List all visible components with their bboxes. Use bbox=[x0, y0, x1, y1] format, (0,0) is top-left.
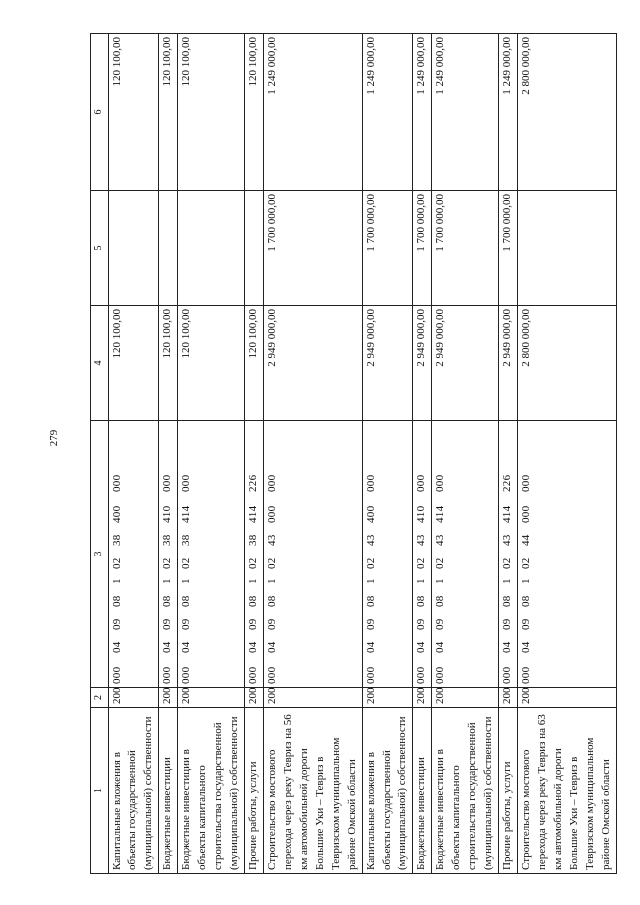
table-row bbox=[413, 34, 432, 874]
budget-classification-code bbox=[179, 424, 195, 684]
amount-col4-cell: 2 949 000,00 bbox=[263, 306, 362, 421]
kbk-segment: 08 bbox=[364, 595, 377, 607]
amount-col5-cell bbox=[159, 191, 178, 306]
kbk-segment: 000 bbox=[520, 666, 532, 684]
kbk-segment: 1 bbox=[161, 578, 174, 584]
budget-table-rotated bbox=[90, 34, 612, 874]
kbk-segment: 410 bbox=[161, 505, 174, 523]
kbk-segment: 04 bbox=[247, 641, 259, 653]
kbk-segment: 000 bbox=[180, 474, 193, 492]
kbk-segment: 414 bbox=[434, 505, 447, 523]
budget-classification-code bbox=[110, 424, 126, 684]
amount-col4-cell: 120 100,00 bbox=[178, 306, 245, 421]
column-number: 4 bbox=[91, 306, 109, 421]
kbk-segment: 04 bbox=[415, 641, 428, 653]
kbk-segment: 414 bbox=[247, 505, 259, 523]
column-number-row bbox=[91, 34, 109, 874]
amount-col6-cell: 1 249 000,00 bbox=[413, 34, 432, 191]
kbk-segment: 08 bbox=[434, 595, 447, 607]
kbk-segment: 43 bbox=[434, 534, 447, 546]
table-row bbox=[432, 34, 499, 874]
budget-classification-code bbox=[519, 424, 535, 684]
kbk-segment: 1 bbox=[247, 578, 259, 584]
column-number: 5 bbox=[91, 191, 109, 306]
kbk-segment: 414 bbox=[180, 505, 193, 523]
kbk-segment: 43 bbox=[265, 534, 278, 546]
kbk-segment: 000 bbox=[110, 474, 123, 492]
kbk-segment: 000 bbox=[434, 666, 447, 684]
kbk-segment: 08 bbox=[265, 595, 278, 607]
item-name-cell: Прочие работы, услуги bbox=[499, 708, 518, 874]
budget-table-body bbox=[91, 34, 617, 874]
kbk-segment: 000 bbox=[265, 474, 278, 492]
amount-col5-cell bbox=[245, 191, 264, 306]
kbk-segment: 000 bbox=[520, 474, 532, 492]
budget-classification-code bbox=[433, 424, 449, 684]
kbk-segment: 43 bbox=[364, 534, 377, 546]
kbk-segment: 02 bbox=[501, 557, 514, 569]
amount-col4-cell: 120 100,00 bbox=[108, 306, 159, 421]
amount-col4-cell: 2 949 000,00 bbox=[413, 306, 432, 421]
table-row bbox=[263, 34, 362, 874]
amount-col5-cell bbox=[108, 191, 159, 306]
table-row bbox=[518, 34, 617, 874]
kbk-segment: 000 bbox=[265, 505, 278, 523]
kbk-segment: 04 bbox=[110, 641, 123, 653]
budget-classification-code bbox=[364, 424, 380, 684]
kbk-segment: 04 bbox=[364, 641, 377, 653]
kbk-segment: 02 bbox=[520, 557, 532, 569]
kbk-segment: 02 bbox=[265, 557, 278, 569]
amount-col4-cell: 2 949 000,00 bbox=[362, 306, 413, 421]
amount-col4-cell: 2 800 000,00 bbox=[518, 306, 617, 421]
kbk-cell bbox=[432, 421, 499, 688]
kbk-segment: 02 bbox=[110, 557, 123, 569]
amount-col6-cell: 1 249 000,00 bbox=[499, 34, 518, 191]
budget-table bbox=[90, 33, 617, 874]
kbk-cell bbox=[245, 421, 264, 688]
amount-col4-cell: 2 949 000,00 bbox=[499, 306, 518, 421]
kbk-segment: 04 bbox=[161, 641, 174, 653]
kbk-segment: 43 bbox=[415, 534, 428, 546]
table-row bbox=[245, 34, 264, 874]
kbk-segment: 04 bbox=[434, 641, 447, 653]
kbk-segment: 410 bbox=[415, 505, 428, 523]
kbk-segment: 44 bbox=[520, 534, 532, 546]
kbk-cell bbox=[499, 421, 518, 688]
budget-classification-code bbox=[246, 424, 262, 684]
budget-classification-code bbox=[265, 424, 281, 684]
kbk-segment: 02 bbox=[247, 557, 259, 569]
kbk-segment: 08 bbox=[110, 595, 123, 607]
table-row bbox=[108, 34, 159, 874]
code-cell: 200 bbox=[362, 688, 413, 708]
column-number: 2 bbox=[91, 688, 109, 708]
kbk-segment: 09 bbox=[247, 618, 259, 630]
item-name-cell: Строительство мостового перехода через реку Тевриз на 63 км автомобильной дороги Большие Уки – Тевриз в Тевризском муниципальном районе Омской области bbox=[518, 708, 617, 874]
amount-col6-cell: 1 249 000,00 bbox=[432, 34, 499, 191]
kbk-segment: 02 bbox=[364, 557, 377, 569]
kbk-segment: 38 bbox=[247, 534, 259, 546]
kbk-segment: 08 bbox=[520, 595, 532, 607]
kbk-segment: 09 bbox=[180, 618, 193, 630]
budget-classification-code bbox=[160, 424, 176, 684]
table-row bbox=[499, 34, 518, 874]
table-row bbox=[362, 34, 413, 874]
kbk-cell bbox=[362, 421, 413, 688]
kbk-segment: 1 bbox=[265, 578, 278, 584]
kbk-cell bbox=[263, 421, 362, 688]
kbk-segment: 000 bbox=[415, 666, 428, 684]
item-name-cell: Бюджетные инвестиции bbox=[159, 708, 178, 874]
kbk-segment: 000 bbox=[161, 666, 174, 684]
kbk-segment: 400 bbox=[364, 505, 377, 523]
kbk-segment: 1 bbox=[180, 578, 193, 584]
amount-col6-cell: 1 249 000,00 bbox=[362, 34, 413, 191]
kbk-segment: 400 bbox=[110, 505, 123, 523]
kbk-segment: 02 bbox=[415, 557, 428, 569]
amount-col4-cell: 120 100,00 bbox=[245, 306, 264, 421]
kbk-segment: 000 bbox=[265, 666, 278, 684]
kbk-segment: 000 bbox=[180, 666, 193, 684]
column-number: 3 bbox=[91, 421, 109, 688]
kbk-segment: 02 bbox=[180, 557, 193, 569]
amount-col5-cell: 1 700 000,00 bbox=[362, 191, 413, 306]
kbk-segment: 000 bbox=[110, 666, 123, 684]
kbk-segment: 1 bbox=[520, 578, 532, 584]
item-name-cell: Прочие работы, услуги bbox=[245, 708, 264, 874]
code-cell: 200 bbox=[263, 688, 362, 708]
kbk-segment: 02 bbox=[434, 557, 447, 569]
kbk-segment: 1 bbox=[434, 578, 447, 584]
kbk-segment: 09 bbox=[501, 618, 514, 630]
kbk-segment: 09 bbox=[161, 618, 174, 630]
kbk-segment: 000 bbox=[161, 474, 174, 492]
kbk-segment: 000 bbox=[434, 474, 447, 492]
item-name-cell: Бюджетные инвестиции bbox=[413, 708, 432, 874]
item-name-cell: Капитальные вложения в объекты государственной (муниципальной) собственности bbox=[108, 708, 159, 874]
item-name-cell: Капитальные вложения в объекты государственной (муниципальной) собственности bbox=[362, 708, 413, 874]
kbk-cell bbox=[518, 421, 617, 688]
kbk-segment: 09 bbox=[415, 618, 428, 630]
code-cell: 200 bbox=[245, 688, 264, 708]
amount-col6-cell: 120 100,00 bbox=[178, 34, 245, 191]
code-cell: 200 bbox=[178, 688, 245, 708]
kbk-segment: 226 bbox=[501, 474, 514, 492]
kbk-segment: 04 bbox=[501, 641, 514, 653]
amount-col6-cell: 2 800 000,00 bbox=[518, 34, 617, 191]
kbk-segment: 08 bbox=[161, 595, 174, 607]
code-cell: 200 bbox=[413, 688, 432, 708]
kbk-segment: 38 bbox=[161, 534, 174, 546]
kbk-segment: 04 bbox=[180, 641, 193, 653]
kbk-segment: 414 bbox=[501, 505, 514, 523]
amount-col5-cell bbox=[178, 191, 245, 306]
kbk-segment: 09 bbox=[265, 618, 278, 630]
kbk-segment: 09 bbox=[434, 618, 447, 630]
kbk-cell bbox=[413, 421, 432, 688]
kbk-segment: 08 bbox=[180, 595, 193, 607]
kbk-segment: 38 bbox=[180, 534, 193, 546]
kbk-segment: 000 bbox=[364, 474, 377, 492]
budget-classification-code bbox=[414, 424, 430, 684]
kbk-cell bbox=[178, 421, 245, 688]
amount-col6-cell: 120 100,00 bbox=[108, 34, 159, 191]
column-number: 6 bbox=[91, 34, 109, 191]
kbk-segment: 02 bbox=[161, 557, 174, 569]
kbk-segment: 08 bbox=[415, 595, 428, 607]
kbk-segment: 000 bbox=[501, 666, 514, 684]
kbk-segment: 1 bbox=[415, 578, 428, 584]
amount-col5-cell: 1 700 000,00 bbox=[413, 191, 432, 306]
kbk-segment: 000 bbox=[247, 666, 259, 684]
code-cell: 200 bbox=[108, 688, 159, 708]
kbk-segment: 000 bbox=[520, 505, 532, 523]
table-row bbox=[178, 34, 245, 874]
kbk-segment: 08 bbox=[501, 595, 514, 607]
item-name-cell: Бюджетные инвестиции в объекты капитального строительства государственной (муниципальной) собственности bbox=[432, 708, 499, 874]
kbk-segment: 04 bbox=[520, 641, 532, 653]
budget-classification-code bbox=[500, 424, 516, 684]
code-cell: 200 bbox=[432, 688, 499, 708]
amount-col6-cell: 120 100,00 bbox=[159, 34, 178, 191]
page-number: 279 bbox=[48, 429, 60, 447]
item-name-cell: Бюджетные инвестиции в объекты капитального строительства государственной (муниципальной) собственности bbox=[178, 708, 245, 874]
kbk-segment: 09 bbox=[520, 618, 532, 630]
kbk-segment: 000 bbox=[364, 666, 377, 684]
amount-col5-cell bbox=[518, 191, 617, 306]
amount-col6-cell: 120 100,00 bbox=[245, 34, 264, 191]
item-name-cell: Строительство мостового перехода через реку Тевриз на 56 км автомобильной дороги Большие Уки – Тевриз в Тевризском муниципальном районе Омской области bbox=[263, 708, 362, 874]
code-cell: 200 bbox=[499, 688, 518, 708]
code-cell: 200 bbox=[518, 688, 617, 708]
kbk-segment: 1 bbox=[364, 578, 377, 584]
amount-col5-cell: 1 700 000,00 bbox=[499, 191, 518, 306]
amount-col6-cell: 1 249 000,00 bbox=[263, 34, 362, 191]
amount-col5-cell: 1 700 000,00 bbox=[263, 191, 362, 306]
column-number: 1 bbox=[91, 708, 109, 874]
kbk-segment: 000 bbox=[415, 474, 428, 492]
kbk-segment: 226 bbox=[247, 474, 259, 492]
table-row bbox=[159, 34, 178, 874]
amount-col4-cell: 2 949 000,00 bbox=[432, 306, 499, 421]
kbk-cell bbox=[159, 421, 178, 688]
kbk-segment: 09 bbox=[110, 618, 123, 630]
kbk-segment: 43 bbox=[501, 534, 514, 546]
kbk-segment: 09 bbox=[364, 618, 377, 630]
kbk-segment: 1 bbox=[501, 578, 514, 584]
kbk-segment: 1 bbox=[110, 578, 123, 584]
kbk-segment: 38 bbox=[110, 534, 123, 546]
amount-col4-cell: 120 100,00 bbox=[159, 306, 178, 421]
kbk-segment: 04 bbox=[265, 641, 278, 653]
kbk-segment: 08 bbox=[247, 595, 259, 607]
kbk-cell bbox=[108, 421, 159, 688]
code-cell: 200 bbox=[159, 688, 178, 708]
amount-col5-cell: 1 700 000,00 bbox=[432, 191, 499, 306]
